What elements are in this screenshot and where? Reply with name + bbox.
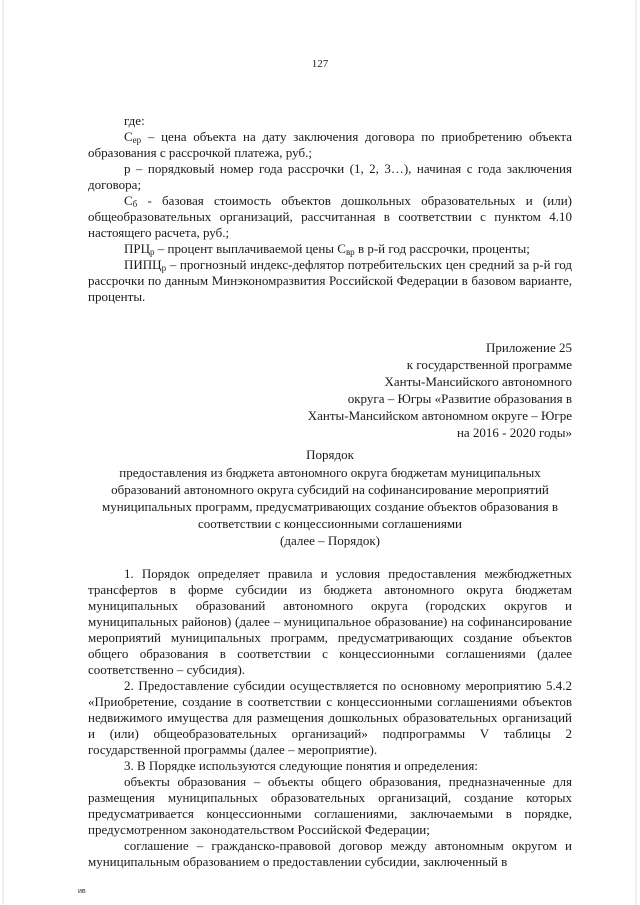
heading-title: Порядок: [306, 447, 354, 462]
definitions-block: [88, 113, 572, 305]
main-text: [88, 566, 572, 870]
definition-symbol: С: [124, 129, 133, 144]
definition-subscript: р: [150, 247, 155, 257]
definition-symbol: С: [124, 193, 133, 208]
page-number: 127: [311, 58, 329, 70]
heading-note: (далее – Порядок): [280, 533, 380, 548]
scan-edge-left: [2, 0, 4, 905]
appendix-line: на 2016 - 2020 годы»: [456, 425, 572, 440]
definition-item: [88, 193, 572, 241]
definition-tail: в р-й год рассрочки, проценты;: [354, 241, 530, 256]
definitions-intro: где:: [124, 113, 145, 128]
definition-item: [88, 161, 572, 193]
definition-text: – прогнозный индекс-дефлятор потребительских цен средний за р-й год рассрочки по данным Минэкономразвития Российской Федерации в базовом варианте, проценты.: [88, 257, 572, 304]
definition-tail-subscript: вр: [345, 247, 355, 257]
appendix-line: Ханты-Мансийского автономного: [384, 374, 572, 389]
appendix-header: [230, 339, 572, 441]
definition-text: – процент выплачиваемой цены С: [154, 241, 346, 256]
appendix-line: Приложение 25: [485, 340, 572, 355]
definition-item: [88, 129, 572, 161]
definition-text: – цена объекта на дату заключения договора по приобретению объекта образования с рассрочкой платежа, руб.;: [88, 129, 572, 160]
appendix-line: округа – Югры «Развитие образования в: [347, 391, 572, 406]
document-heading: [88, 446, 572, 549]
definition-text: - базовая стоимость объектов дошкольных образовательных и (или) общеобразовательных организаций, рассчитанная в соответствии с пунктом 4.10 настоящего расчета, руб.;: [88, 193, 572, 240]
definition-item: [88, 257, 572, 305]
appendix-line: к государственной программе: [406, 357, 572, 372]
footer-mark: ив: [78, 888, 86, 895]
definition-item: [88, 241, 572, 257]
paragraph: 3. В Порядке используются следующие понятия и определения:: [124, 758, 478, 773]
definition-symbol: ПИПЦ: [124, 257, 162, 272]
definition-symbol: р: [124, 161, 131, 176]
paragraph: объекты образования – объекты общего образования, предназначенные для размещения муниципальных образовательных организаций, создание которых предусматривается концессионными соглашениями, заключаемыми в порядке, предусмотренном законодательством Российской Федерации;: [88, 774, 572, 837]
scan-edge-right: [635, 0, 637, 905]
paragraph: соглашение – гражданско-правовой договор между автономным округом и муниципальным образованием о предоставлении субсидии, заключенный в: [88, 838, 572, 869]
definition-subscript: б: [132, 199, 138, 209]
definition-subscript: р: [161, 263, 167, 273]
paragraph: 1. Порядок определяет правила и условия предоставления межбюджетных трансфертов в форме субсидии из бюджета автономного округа бюджетам муниципальных образований автономного округа (городских округов и муниципальных районов) (далее – муниципальное образование) на софинансирование мероприятий муниципальных программ, предусматривающих создание объектов общего образования в соответствии с концессионными соглашениями (далее соответственно – субсидия).: [88, 566, 572, 677]
definition-subscript: ер: [132, 135, 142, 145]
definition-text: – порядковый номер года рассрочки (1, 2, 3…), начиная с года заключения договора;: [88, 161, 572, 192]
appendix-line: Ханты-Мансийском автономном округе – Югре: [307, 408, 572, 423]
heading-subtitle: предоставления из бюджета автономного округа бюджетам муниципальных образований автономного округа субсидий на софинансирование мероприятий муниципальных программ, предусматривающих создание объектов образования в соответствии с концессионными соглашениями: [101, 465, 558, 531]
paragraph: 2. Предоставление субсидии осуществляется по основному мероприятию 5.4.2 «Приобретение, создание в соответствии с концессионными соглашениями объектов недвижимого имущества для размещения дошкольных образовательных организаций и (или) общеобразовательных организаций» подпрограммы V таблицы 2 государственной программы (далее – мероприятие).: [88, 678, 572, 757]
definition-symbol: ПРЦ: [124, 241, 151, 256]
